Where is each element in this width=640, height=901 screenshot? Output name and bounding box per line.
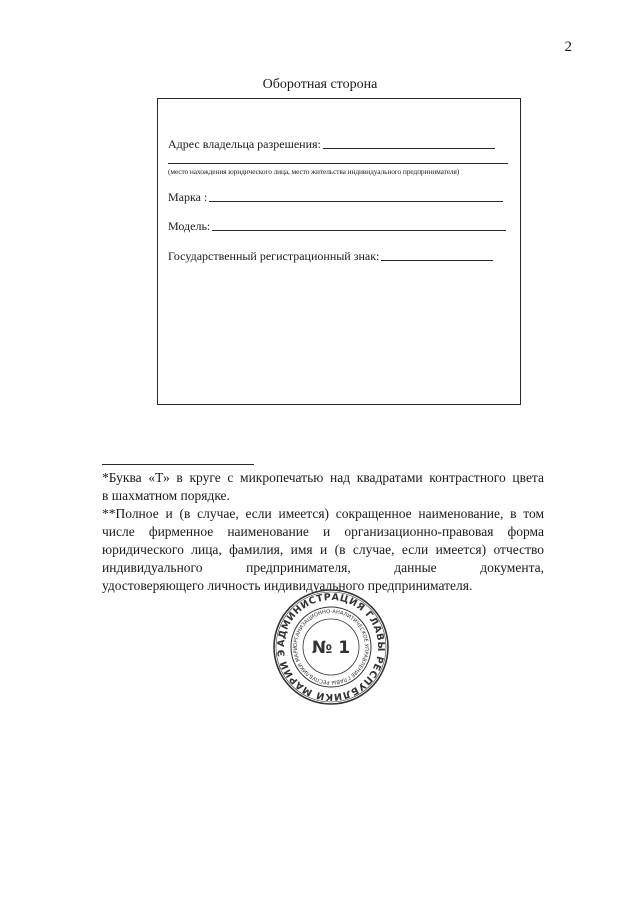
owner-address-row xyxy=(168,137,495,152)
footnote-2-line-3: юридического лица, фамилия, имя и (в случае, если имеется) отчество xyxy=(102,542,544,557)
brand-line xyxy=(209,200,503,202)
footnote-1-line-1: *Буква «Т» в круге с микропечатью над квадратами контрастного цвета xyxy=(102,470,544,485)
reg-plate-line xyxy=(381,259,493,261)
brand-row xyxy=(168,190,503,205)
permit-back-form xyxy=(157,98,521,405)
model-row xyxy=(168,219,506,234)
footnote-1 xyxy=(102,469,544,505)
stamp-number: № 1 xyxy=(311,638,351,658)
owner-address-second-line xyxy=(168,163,508,164)
footnote-separator xyxy=(102,464,254,465)
stamp-outer-text: АДМИНИСТРАЦИЯ ГЛАВЫ РЕСПУБЛИКИ МАРИЙ Э xyxy=(275,591,387,703)
brand-label: Марка : xyxy=(168,190,208,204)
reg-plate-row xyxy=(168,249,493,264)
owner-address-hint: (место нахождения юридического лица, место жительства индивидуального предпринимателя) xyxy=(168,167,460,176)
owner-address-line xyxy=(323,147,495,149)
owner-address-label: Адрес владельца разрешения: xyxy=(168,137,321,151)
stamp-seal-icon xyxy=(272,588,390,706)
page-title: Оборотная сторона xyxy=(262,77,378,92)
footnote-2-line-4: индивидуального предпринимателя, данные документа, xyxy=(102,560,544,575)
model-label: Модель: xyxy=(168,219,211,233)
official-stamp xyxy=(272,588,390,706)
page-number: 2 xyxy=(564,39,572,55)
footnote-2-line-5: удостоверяющего личность индивидуального предпринимателя. xyxy=(102,578,473,593)
footnote-2-line-1: **Полное и (в случае, если имеется) сокращенное наименование, в том xyxy=(102,506,544,521)
model-line xyxy=(212,229,506,231)
stamp-inner-text: ОРГАНИЗАЦИОННО-АНАЛИТИЧЕСКОЕ УПРАВЛЕНИЕ ГЛАВЫ РЕСПУБЛИКИ МАРИ xyxy=(292,608,370,686)
footnote-1-line-2: в шахматном порядке. xyxy=(102,488,230,503)
footnote-2-line-2: числе фирменное наименование и организационно-правовая форма xyxy=(102,524,544,539)
footnote-2 xyxy=(102,505,544,595)
reg-plate-label: Государственный регистрационный знак: xyxy=(168,249,380,263)
